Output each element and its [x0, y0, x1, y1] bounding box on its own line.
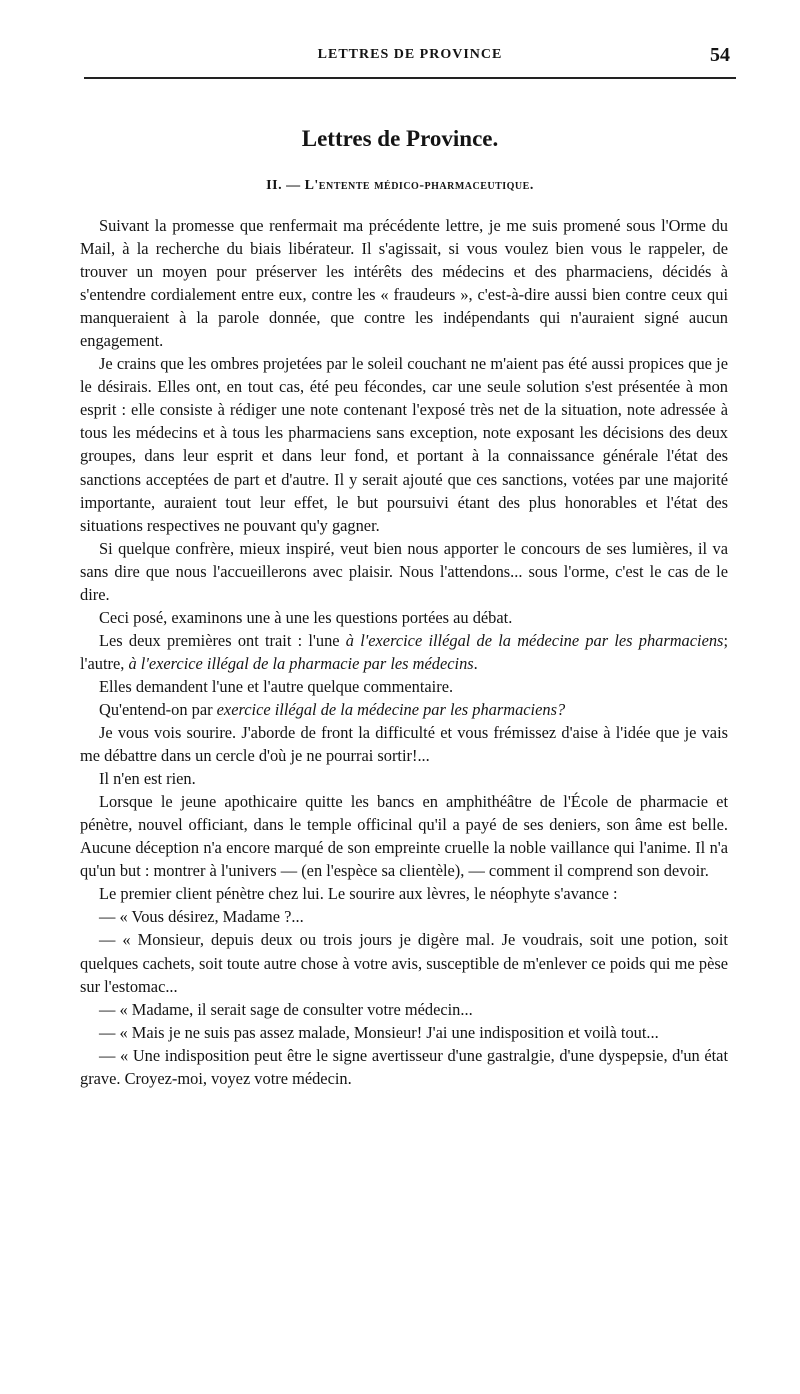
dialogue-line: — « Une indisposition peut être le signe avertisseur d'une gastralgie, d'une dyspepsie, d'un état grave. Croyez-moi, voyez votre médecin.: [80, 1045, 728, 1088]
text-run: Qu'entend-on par: [99, 699, 217, 719]
text-run: .: [473, 653, 478, 673]
running-title: LETTRES DE PROVINCE: [317, 47, 503, 62]
text-run: ; l'autre,: [80, 630, 728, 673]
article-body: [80, 214, 728, 1090]
page-number: 54: [710, 44, 730, 66]
italic-run: à l'exercice illégal de la médecine par les pharmaciens: [345, 630, 724, 650]
paragraph: Le premier client pénètre chez lui. Le sourire aux lèvres, le néophyte s'avance :: [99, 884, 618, 904]
paragraph: Si quelque confrère, mieux inspiré, veut bien nous apporter le concours de ses lumières, il va sans dire que nous l'accueillerons avec plaisir. Nous l'attendons... sous l'orme, c'est le cas de le dire.: [80, 538, 728, 604]
dialogue-line: — « Monsieur, depuis deux ou trois jours je digère mal. Je voudrais, soit une potion, soit quelques cachets, soit toute autre chose à votre avis, susceptible de m'enlever ce poids qui me pèse sur l'estomac...: [80, 930, 728, 996]
section-title: L'entente médico-pharmaceutique.: [304, 178, 534, 193]
article-title: Lettres de Province.: [301, 126, 499, 151]
section-heading: [0, 178, 800, 194]
paragraph: Elles demandent l'une et l'autre quelque commentaire.: [99, 676, 454, 696]
paragraph: Il n'en est rien.: [99, 769, 196, 789]
dialogue-line: — « Mais je ne suis pas assez malade, Monsieur! J'ai une indisposition et voilà tout...: [99, 1022, 659, 1042]
paragraph: Suivant la promesse que renfermait ma précédente lettre, je me suis promené sous l'Orme du Mail, à la recherche du biais libérateur. Il s'agissait, si vous voulez bien vous le rappeler, de trouver un moyen pour préserver les intérêts des médecins et des pharmaciens, décidés à s'entendre cordialement entre eux, contre les « fraudeurs », c'est-à-dire aussi bien contre ceux qui manqueraient à la parole donnée, que contre les indépendants qui n'auraient signé aucun engagement.: [80, 216, 728, 351]
page-header: [84, 44, 736, 72]
dialogue-line: — « Vous désirez, Madame ?...: [99, 907, 304, 927]
paragraph: Ceci posé, examinons une à une les questions portées au débat.: [99, 607, 513, 627]
paragraph: Je crains que les ombres projetées par le soleil couchant ne m'aient pas été aussi propices que je le désirais. Elles ont, en tout cas, été peu fécondes, car une seule solution s'est présentée à mon esprit : elle consiste à rédiger une note contenant l'exposé très net de la situation, note adressée à tous les médecins et à tous les pharmaciens sans exception, note exposant les décisions des deux groupes, dans leur esprit et dans leur fond, et portant à la connaissance générale l'état des sanctions acceptées de part et d'autre. Il y serait ajouté que ces sanctions, votées par une majorité importante, auraient tout leur effet, le but poursuivi étant des plus honorables et l'état des situations respectives ne pouvant qu'y gagner.: [80, 354, 728, 535]
header-rule: [84, 77, 736, 79]
text-run: Les deux premières ont trait : l'une: [99, 630, 346, 650]
paragraph: Je vous vois sourire. J'aborde de front la difficulté et vous frémissez d'aise à l'idée que je vais me débattre dans un cercle d'où je ne pourrai sortir!...: [80, 723, 728, 766]
italic-run: exercice illégal de la médecine par les pharmaciens?: [216, 699, 566, 719]
paragraph: [80, 698, 728, 721]
dialogue-line: — « Madame, il serait sage de consulter votre médecin...: [99, 999, 473, 1019]
paragraph: [80, 629, 728, 675]
paragraph: Lorsque le jeune apothicaire quitte les bancs en amphithéâtre de l'École de pharmacie et pénètre, nouvel officiant, dans le temple officinal qu'il a payé de ses deniers, son âme est belle. Aucune déception n'a encore marqué de son empreinte cruelle la noble vaillance qui l'anime. Il n'a qu'un but : montrer à l'univers — (en l'espèce sa clientèle), — comment il comprend son devoir.: [80, 792, 728, 881]
section-number: II. —: [266, 178, 301, 193]
italic-run: à l'exercice illégal de la pharmacie par les médecins: [128, 653, 474, 673]
